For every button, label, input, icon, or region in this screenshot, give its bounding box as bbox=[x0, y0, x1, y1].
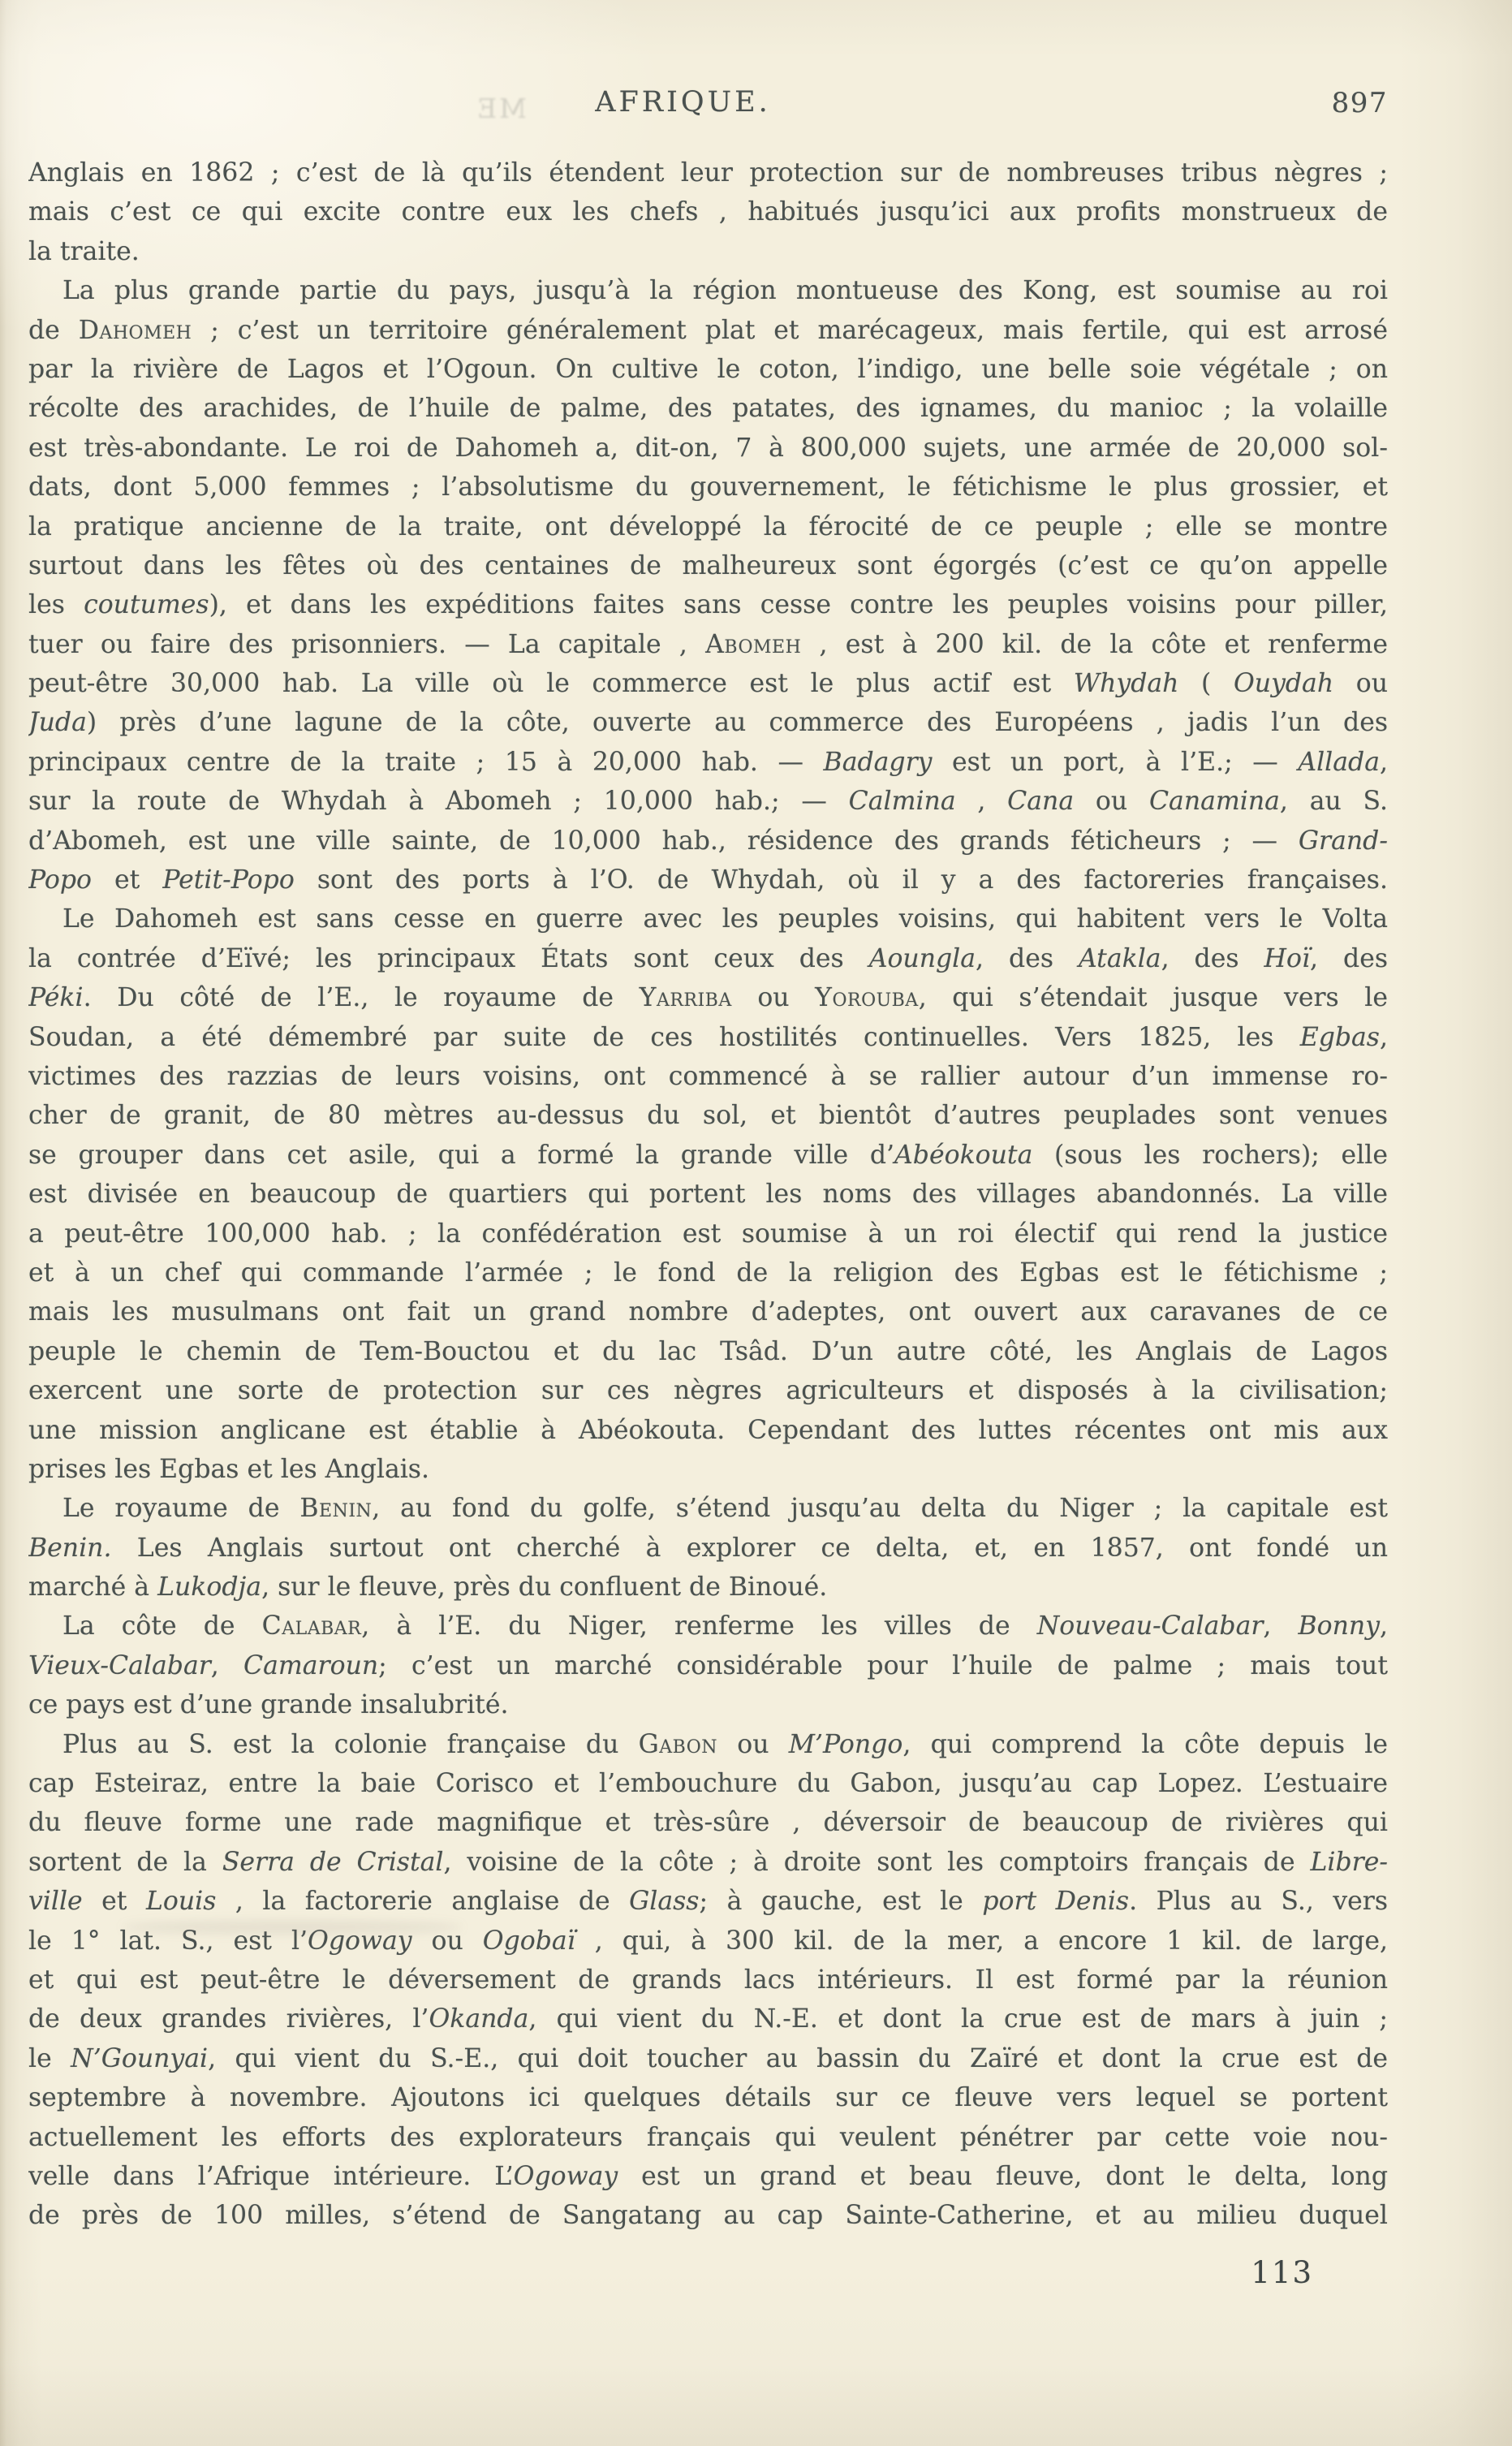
text-line: Le Dahomeh est sans cesse en guerre avec les peuples voisins, qui habitent vers le Volta bbox=[62, 904, 1388, 934]
text-line: Anglais en 1862 ; c’est de là qu’ils étendent leur protection sur de nombreuses tribus nègres ; bbox=[28, 158, 1388, 188]
text-line: La plus grande partie du pays, jusqu’à la région montueuse des Kong, est soumise au roi bbox=[62, 276, 1388, 306]
text-line: sur la route de Whydah à Abomeh ; 10,000 hab.; — Calmina , Cana ou Canamina, au S. bbox=[28, 787, 1388, 817]
page-title: AFRIQUE. bbox=[595, 86, 771, 119]
text-line: d’Abomeh, est une ville sainte, de 10,000 hab., résidence des grands féticheurs ; — Grand- bbox=[28, 826, 1388, 856]
text-line: et qui est peut-être le déversement de grands lacs intérieurs. Il est formé par la réunion bbox=[28, 1965, 1388, 1995]
ink-smudge bbox=[122, 1921, 463, 1934]
text-line: de près de 100 milles, s’étend de Sangatang au cap Sainte-Catherine, et au milieu duquel bbox=[28, 2201, 1388, 2231]
text-line: Popo et Petit-Popo sont des ports à l’O. de Whydah, où il y a des factoreries françaises. bbox=[28, 865, 1388, 895]
text-line: le N’Gounyai, qui vient du S.-E., qui doit toucher au bassin du Zaïré et dont la crue est de bbox=[28, 2043, 1388, 2073]
text-line: une mission anglicane est établie à Abéokouta. Cependant des luttes récentes ont mis aux bbox=[28, 1415, 1388, 1445]
text-line: Plus au S. est la colonie française du Gabon ou M’Pongo, qui comprend la côte depuis le bbox=[62, 1729, 1388, 1759]
text-line: Le royaume de Benin, au fond du golfe, s’étend jusqu’au delta du Niger ; la capitale est bbox=[62, 1494, 1388, 1524]
text-line: actuellement les efforts des explorateurs français qui veulent pénétrer par cette voie nou- bbox=[28, 2122, 1388, 2152]
text-line: victimes des razzias de leurs voisins, ont commencé à se rallier autour d’un immense ro- bbox=[28, 1061, 1388, 1091]
text-line: par la rivière de Lagos et l’Ogoun. On cultive le coton, l’indigo, une belle soie végétale ; on bbox=[28, 354, 1388, 384]
text-line: surtout dans les fêtes où des centaines de malheureux sont égorgés (c’est ce qu’on appelle bbox=[28, 550, 1388, 580]
paragraph bbox=[28, 1607, 1388, 1724]
text-line: sortent de la Serra de Cristal, voisine de la côte ; à droite sont les comptoirs français de Libre- bbox=[28, 1847, 1388, 1877]
text-line: septembre à novembre. Ajoutons ici quelques détails sur ce fleuve vers lequel se portent bbox=[28, 2083, 1388, 2113]
text-line: est très-abondante. Le roi de Dahomeh a, dit-on, 7 à 800,000 sujets, une armée de 20,000 sol- bbox=[28, 433, 1388, 463]
text-line: cap Esteiraz, entre la baie Corisco et l’embouchure du Gabon, jusqu’au cap Lopez. L’estuaire bbox=[28, 1769, 1388, 1799]
signature-number: 113 bbox=[1251, 2255, 1313, 2290]
paragraph bbox=[28, 1725, 1388, 2236]
text-line: principaux centre de la traite ; 15 à 20,000 hab. — Badagry est un port, à l’E.; — Allada, bbox=[28, 747, 1388, 777]
paragraph bbox=[28, 899, 1388, 1489]
text-line: de deux grandes rivières, l’Okanda, qui vient du N.-E. et dont la crue est de mars à juin ; bbox=[28, 2004, 1388, 2034]
bleedthrough-text: ME bbox=[475, 93, 527, 124]
text-line: ville et Louis , la factorerie anglaise de Glass; à gauche, est le port Denis. Plus au S., vers bbox=[28, 1887, 1388, 1917]
text-line: les coutumes), et dans les expéditions faites sans cesse contre les peuples voisins pour piller, bbox=[28, 590, 1388, 620]
text-line: peuple le chemin de Tem-Bouctou et du lac Tsâd. D’un autre côté, les Anglais de Lagos bbox=[28, 1336, 1388, 1366]
text-line: prises les Egbas et les Anglais. bbox=[28, 1454, 429, 1484]
text-line: de Dahomeh ; c’est un territoire généralement plat et marécageux, mais fertile, qui est arrosé bbox=[28, 315, 1388, 345]
text-line: La côte de Calabar, à l’E. du Niger, renferme les villes de Nouveau-Calabar, Bonny, bbox=[62, 1611, 1388, 1641]
text-line: ce pays est d’une grande insalubrité. bbox=[28, 1690, 509, 1720]
text-line: la pratique ancienne de la traite, ont développé la férocité de ce peuple ; elle se montre bbox=[28, 511, 1388, 541]
text-line: Péki. Du côté de l’E., le royaume de Yarriba ou Yorouba, qui s’étendait jusque vers le bbox=[28, 983, 1388, 1013]
text-line: mais c’est ce qui excite contre eux les chefs , habitués jusqu’ici aux profits monstrueux de bbox=[28, 197, 1388, 227]
text-line: la traite. bbox=[28, 236, 140, 266]
text-line: a peut-être 100,000 hab. ; la confédération est soumise à un roi électif qui rend la justice bbox=[28, 1219, 1388, 1249]
text-line: peut-être 30,000 hab. La ville où le commerce est le plus actif est Whydah ( Ouydah ou bbox=[28, 669, 1388, 699]
page-header bbox=[28, 86, 1388, 125]
text-line: Juda) près d’une lagune de la côte, ouverte au commerce des Européens , jadis l’un des bbox=[28, 708, 1388, 738]
text-line: et à un chef qui commande l’armée ; le fond de la religion des Egbas est le fétichisme ; bbox=[28, 1258, 1388, 1288]
paragraph bbox=[28, 153, 1388, 271]
text-line: est divisée en beaucoup de quartiers qui portent les noms des villages abandonnés. La ville bbox=[28, 1180, 1388, 1210]
text-line: récolte des arachides, de l’huile de palme, des patates, des ignames, du manioc ; la volaille bbox=[28, 394, 1388, 424]
text-line: la contrée d’Eïvé; les principaux États sont ceux des Aoungla, des Atakla, des Hoï, des bbox=[28, 943, 1388, 973]
page-number: 897 bbox=[1331, 87, 1388, 119]
paragraph bbox=[28, 271, 1388, 899]
text-line: tuer ou faire des prisonniers. — La capitale , Abomeh , est à 200 kil. de la côte et renferme bbox=[28, 629, 1388, 659]
text-line: se grouper dans cet asile, qui a formé la grande ville d’Abéokouta (sous les rochers); elle bbox=[28, 1140, 1388, 1170]
text-line: le 1° lat. S., est l’Ogoway ou Ogobaï , qui, à 300 kil. de la mer, a encore 1 kil. de large, bbox=[28, 1926, 1388, 1956]
text-line: marché à Lukodja, sur le fleuve, près du confluent de Binoué. bbox=[28, 1572, 828, 1603]
text-line: cher de granit, de 80 mètres au-dessus du sol, et bientôt d’autres peuplades sont venues bbox=[28, 1101, 1388, 1131]
text-line: du fleuve forme une rade magnifique et très-sûre , déversoir de beaucoup de rivières qui bbox=[28, 1808, 1388, 1838]
text-line: mais les musulmans ont fait un grand nombre d’adeptes, ont ouvert aux caravanes de ce bbox=[28, 1297, 1388, 1327]
text-line: Benin. Les Anglais surtout ont cherché à explorer ce delta, et, en 1857, ont fondé un bbox=[28, 1533, 1388, 1563]
text-line: Soudan, a été démembré par suite de ces hostilités continuelles. Vers 1825, les Egbas, bbox=[28, 1022, 1388, 1052]
text-line: Vieux-Calabar, Camaroun; c’est un marché considérable pour l’huile de palme ; mais tout bbox=[28, 1650, 1388, 1680]
text-line: velle dans l’Afrique intérieure. L’Ogoway est un grand et beau fleuve, dont le delta, long bbox=[28, 2161, 1388, 2191]
text-line: dats, dont 5,000 femmes ; l’absolutisme du gouvernement, le fétichisme le plus grossier, et bbox=[28, 472, 1388, 503]
text-line: exercent une sorte de protection sur ces nègres agriculteurs et disposés à la civilisation; bbox=[28, 1376, 1388, 1406]
paragraph bbox=[28, 1489, 1388, 1607]
